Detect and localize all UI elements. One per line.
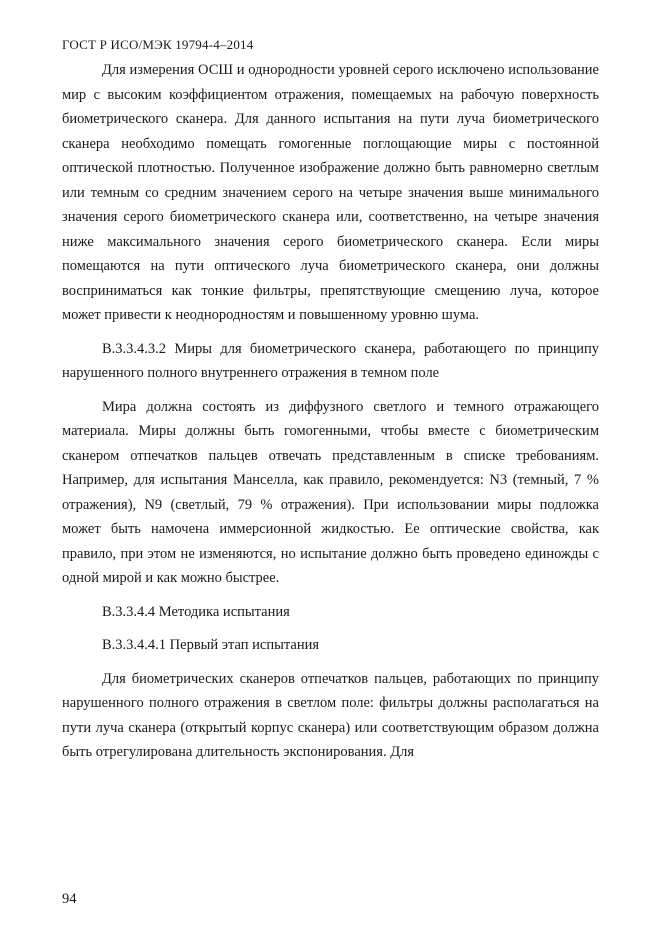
paragraph-target-material: Мира должна состоять из диффузного светлого и темного отражающего материала. Миры должны быть гомогенными, чтобы вместе с биометрическим сканером отпечатков пальцев отвечать представленным в списке требованиям. Например, для испытания Манселла, как правило, рекомендуется: N3 (темный, 7 % отражения), N9 (светлый, 79 % отражения). При использовании миры подложка может быть намочена иммерсионной жидкостью. Ее оптические свойства, как правило, при этом не изменяются, но испытание должно быть проведено единожды с одной мирой и как можно быстрее. [62,398,599,586]
paragraph-snr-measurement: Для измерения ОСШ и однородности уровней серого исключено использование мир с высоким коэффициентом отражения, помещаемых на рабочую поверхность биометрического сканера. Для данного испытания на пути луча биометрического сканера необходимо помещать гомогенные поглощающие миры с постоянной оптической плотностью. Полученное изображение должно быть равномерно светлым или темным со средним значением серого на четыре значения выше минимального значения серого биометрического сканера или, соответственно, на четыре значения ниже максимального значения серого биометрического сканера. Если миры помещаются на пути оптического луча биометрического сканера, они должны восприниматься как тонкие фильтры, препятствующие смещению луча, которое может привести к неоднородностям и повышенному уровню шума. [62,62,599,323]
document-body [62,58,599,765]
section-heading-b33441: В.3.3.4.4.1 Первый этап испытания [102,637,320,653]
paragraph-first-stage: Для биометрических сканеров отпечатков пальцев, работающих по принципу нарушенного полного отражения в светлом поле: фильтры должны располагаться на пути луча сканера (открытый корпус сканера) или соответствующим образом должна быть отрегулирована длительность экспонирования. Для [62,670,599,760]
running-header: ГОСТ Р ИСО/МЭК 19794-4–2014 [62,37,254,52]
section-heading-b33432: В.3.3.4.3.2 Миры для биометрического сканера, работающего по принципу нарушенного полного внутреннего отражения в темном поле [62,340,599,381]
section-heading-b3344: В.3.3.4.4 Методика испытания [102,603,290,620]
page-number: 94 [62,891,77,907]
